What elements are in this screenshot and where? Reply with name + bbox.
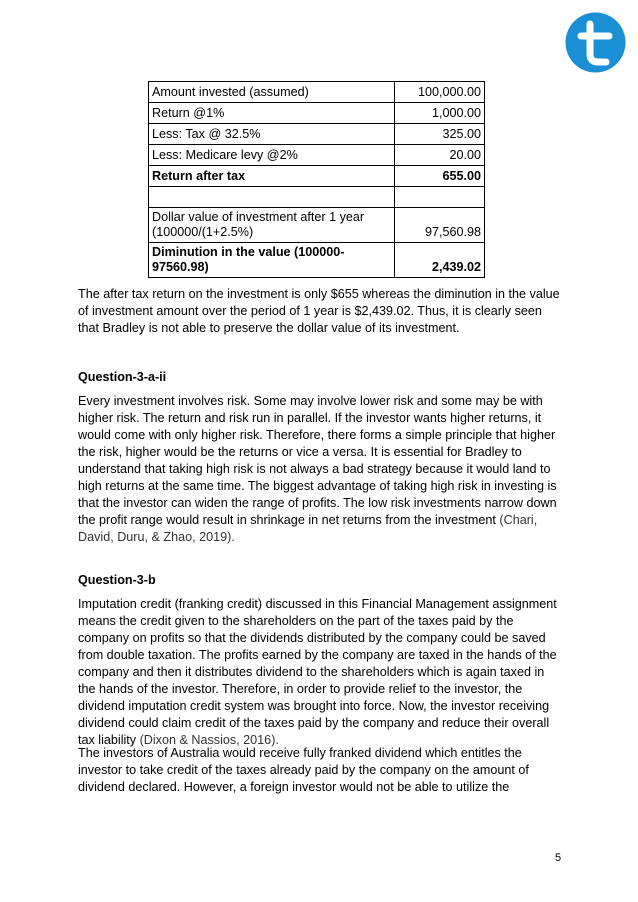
page-number: 5: [555, 852, 562, 864]
investment-table: [148, 81, 485, 278]
paragraph-risk-text: Every investment involves risk. Some may involve lower risk and some may be with higher risk. The return and risk run in parallel. If the investor wants higher returns, it would come with only higher risk. Therefore, there forms a simple principle that higher the risk, higher would be the returns or vice a versa. It is essential for Bradley to understand that taking high risk is not always a bad strategy because it would land to high returns at the same time. The biggest advantage of taking high risk in investing is that the investor can widen the range of profits. The low risk investments narrow down the profit range would result in shrinkage in net returns from the investment: [78, 394, 557, 527]
row-value: 655.00: [395, 166, 485, 187]
row-value: [395, 187, 485, 208]
table-row: [149, 208, 485, 243]
row-label-line1: Dollar value of investment after 1 year: [152, 210, 365, 224]
table-row: [149, 82, 485, 103]
row-label: [149, 187, 395, 208]
row-label: [149, 208, 395, 243]
row-value: 20.00: [395, 145, 485, 166]
row-label: Less: Medicare levy @2%: [149, 145, 395, 166]
citation: (Chari, David, Duru, & Zhao, 2019).: [78, 513, 538, 544]
row-value: 97,560.98: [395, 208, 485, 243]
row-label: Return after tax: [149, 166, 395, 187]
row-value: 2,439.02: [395, 243, 485, 278]
table-row-empty: [149, 187, 485, 208]
table-row-diminution: [149, 243, 485, 278]
paragraph-franked-dividend: The investors of Australia would receive fully franked dividend which entitles the investor to take credit of the taxes already paid by the company on the amount of dividend declared. However, a foreign investor would not be able to utilize the: [78, 746, 529, 794]
table-row-total: [149, 166, 485, 187]
row-label: Return @1%: [149, 103, 395, 124]
paragraph-imputation-text: Imputation credit (franking credit) discussed in this Financial Management assignment means the credit given to the shareholders on the part of the taxes paid by the company on profits so that the dividends distributed by the company could be saved from double taxation. The profits earned by the company are taxed in the hands of the company and then it distributes dividend to the shareholders which is again taxed in the hands of the investor. Therefore, in order to provide relief to the investor, the dividend imputation credit system was brought into force. Now, the investor receiving dividend could claim credit of the taxes paid by the company and reduce their overall tax liability: [78, 597, 557, 747]
row-label-line2: 97560.98): [152, 260, 209, 274]
brand-logo-icon: [565, 12, 626, 73]
row-value: 100,000.00: [395, 82, 485, 103]
table-row: [149, 145, 485, 166]
row-label: Less: Tax @ 32.5%: [149, 124, 395, 145]
row-label: Amount invested (assumed): [149, 82, 395, 103]
table-row: [149, 103, 485, 124]
citation: (Dixon & Nassios, 2016).: [136, 733, 279, 747]
row-label-line1: Diminution in the value (100000-: [152, 245, 345, 259]
heading-question-3-a-ii: Question-3-a-ii: [78, 370, 167, 384]
row-label: [149, 243, 395, 278]
row-value: 1,000.00: [395, 103, 485, 124]
paragraph-imputation: [78, 596, 564, 749]
paragraph-after-tax: The after tax return on the investment is only $655 whereas the diminution in the value of investment amount over the period of 1 year is $2,439.02. Thus, it is clearly seen that Bradley is not able to preserve the dollar value of its investment.: [78, 287, 560, 335]
row-value: 325.00: [395, 124, 485, 145]
row-label-line2: (100000/(1+2.5%): [152, 225, 254, 239]
table-row: [149, 124, 485, 145]
heading-question-3-b: Question-3-b: [78, 573, 156, 587]
paragraph-risk: [78, 393, 564, 546]
